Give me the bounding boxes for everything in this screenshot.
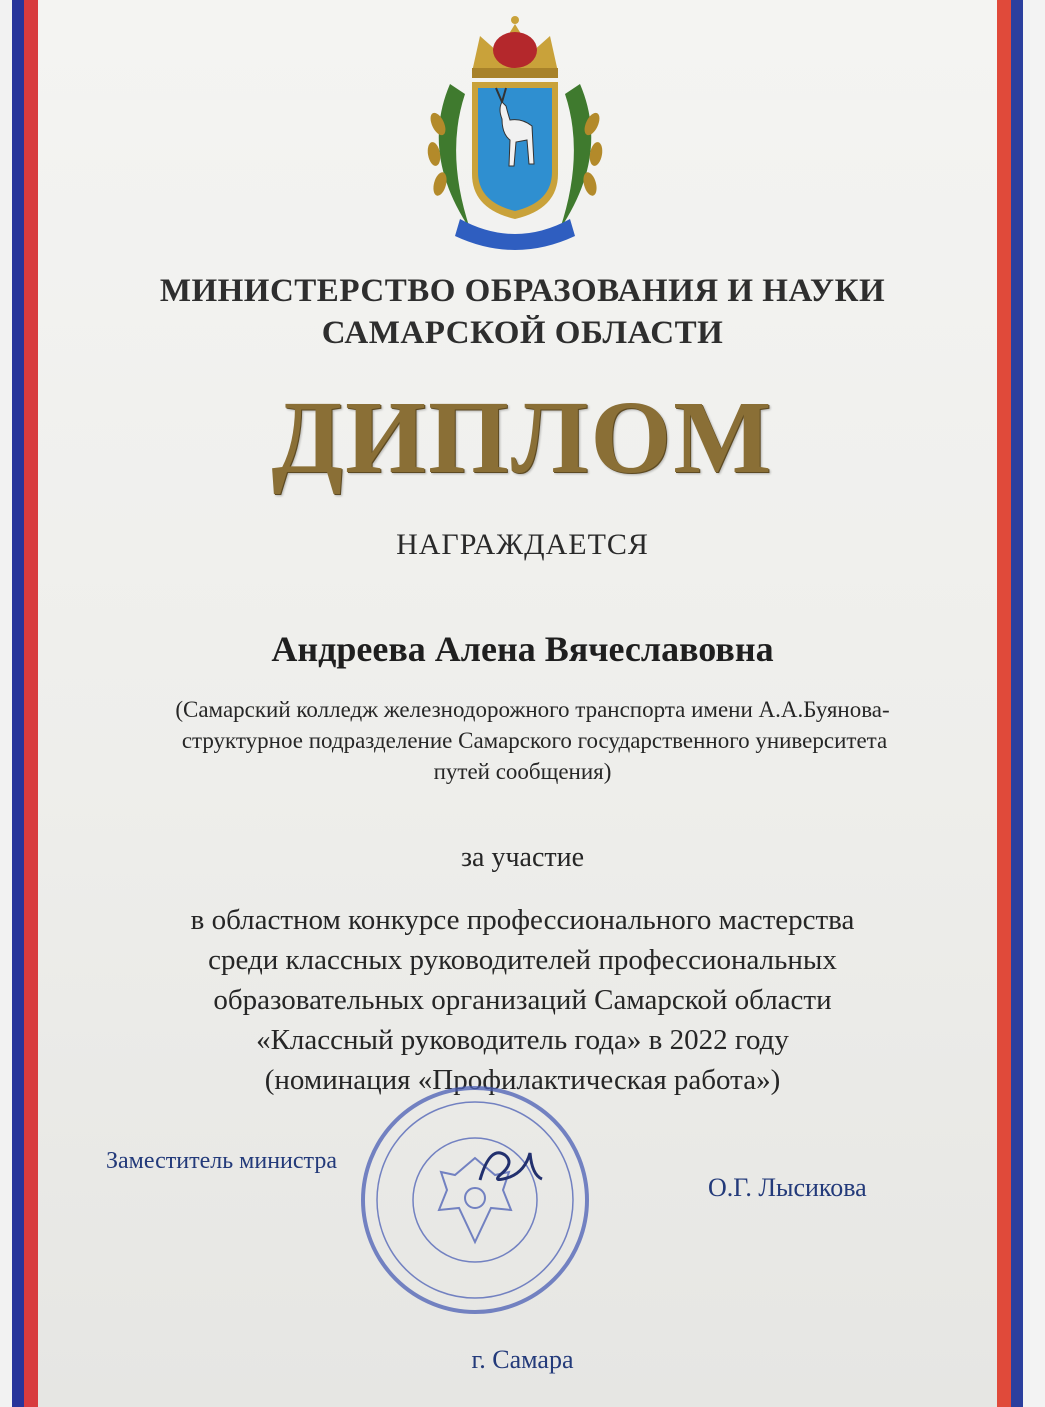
ministry-line-1: МИНИСТЕРСТВО ОБРАЗОВАНИЯ И НАУКИ <box>159 273 886 309</box>
organization-line-3: путей сообщения) <box>433 759 612 784</box>
ministry-line-2: САМАРСКОЙ ОБЛАСТИ <box>321 315 724 351</box>
diploma-title: ДИПЛОМ <box>271 380 774 495</box>
organization-line-2: структурное подразделение Самарского государственного университета <box>181 728 888 753</box>
contest-line-1: в областном конкурсе профессионального мастерства <box>190 904 855 936</box>
organization-line-1: (Самарский колледж железнодорожного транспорта имени А.А.Буянова- <box>175 697 890 722</box>
official-stamp-icon <box>355 1080 595 1320</box>
signature-icon <box>470 1135 550 1195</box>
contest-line-2: среди классных руководителей профессиональных <box>208 944 837 976</box>
contest-line-5: (номинация «Профилактическая работа») <box>264 1064 781 1096</box>
contest-line-4: «Классный руководитель года» в 2022 году <box>256 1024 789 1056</box>
city-label: г. Самара <box>471 1345 574 1374</box>
signatory-title: Заместитель министра <box>106 1148 337 1174</box>
coat-of-arms-icon <box>410 14 620 254</box>
contest-line-3: образовательных организаций Самарской области <box>213 984 832 1016</box>
signatory-name: О.Г. Лысикова <box>708 1173 867 1202</box>
recipient-name: Андреева Алена Вячеславовна <box>271 629 774 669</box>
reason-text: за участие <box>460 842 585 873</box>
awarded-label: НАГРАЖДАЕТСЯ <box>396 528 649 561</box>
